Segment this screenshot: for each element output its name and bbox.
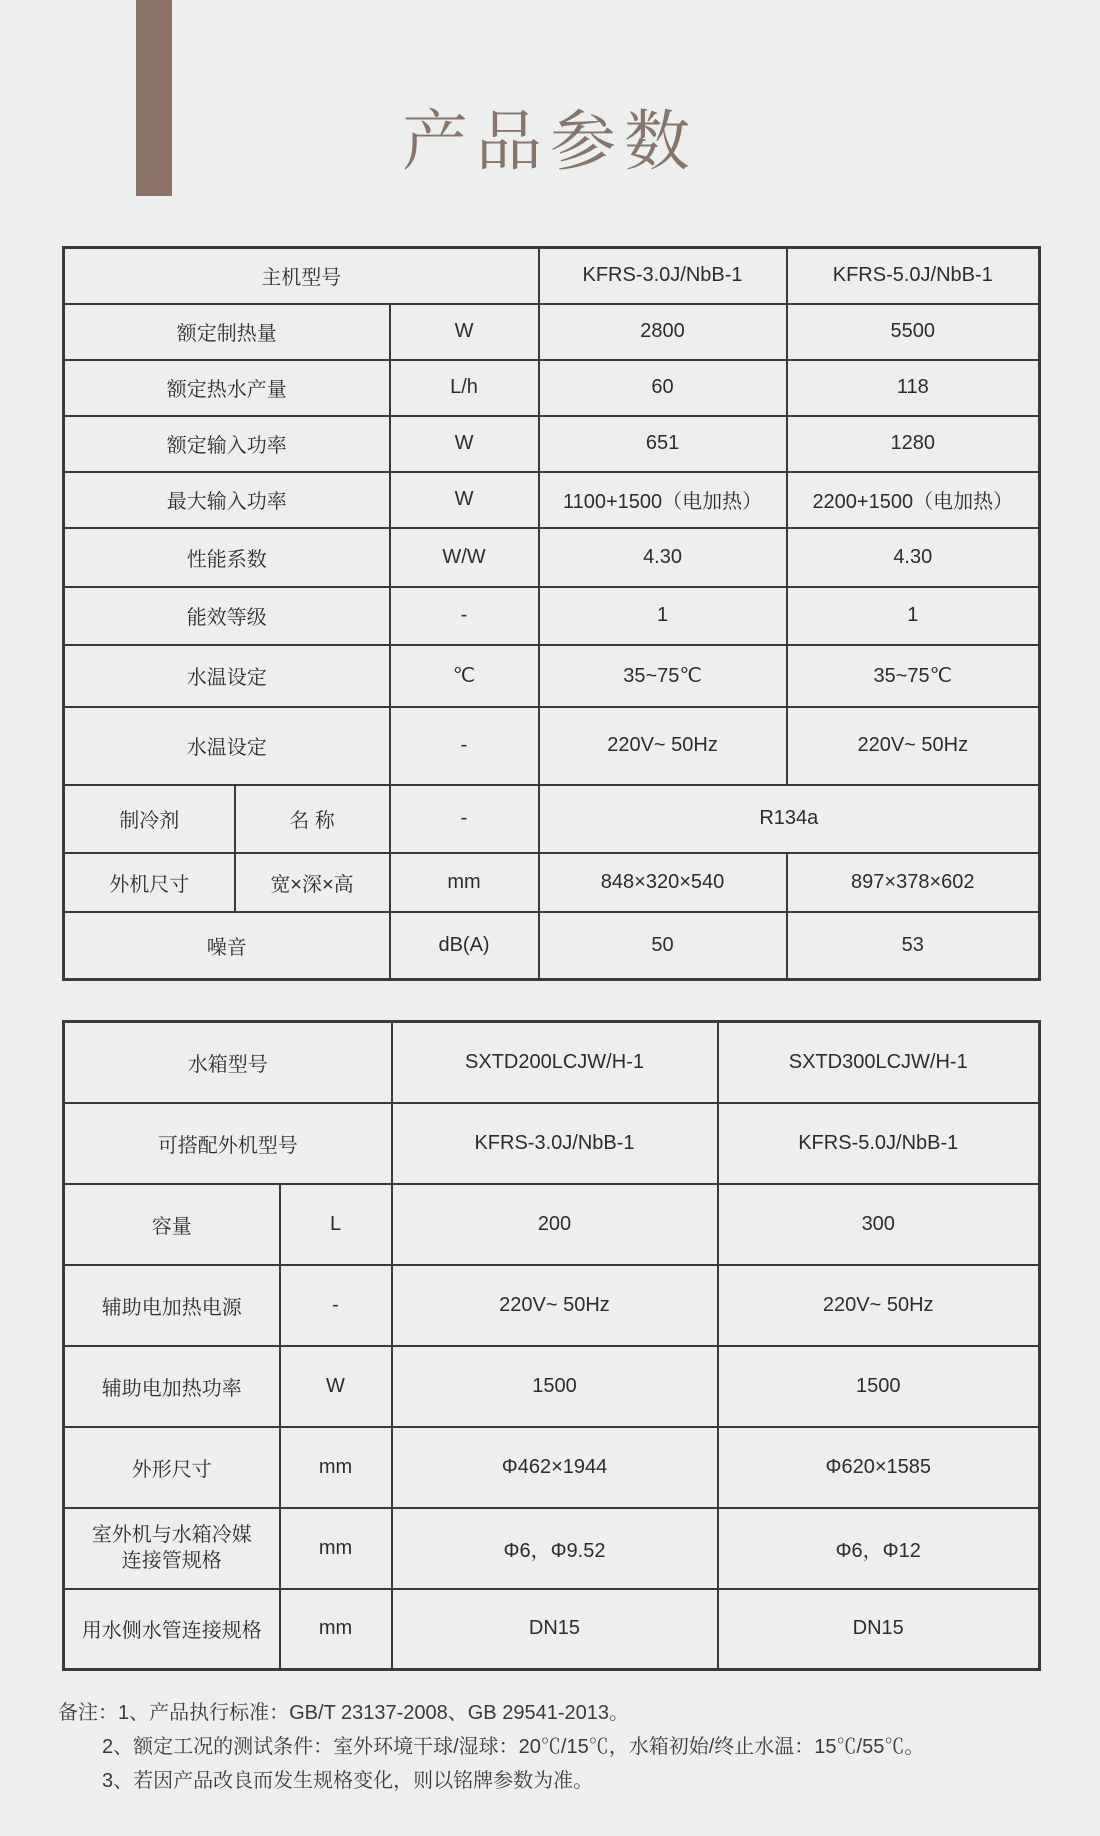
remark-line-3: 3、若因产品改良而发生规格变化，则以铭牌参数为准。 xyxy=(102,1770,594,1792)
table-row xyxy=(64,587,1040,645)
t2-r2-label-b: L xyxy=(280,1184,392,1265)
t2-r7-v1: DN15 xyxy=(392,1589,718,1670)
t2-r5-v1: Φ462×1944 xyxy=(392,1427,718,1508)
t1-r5-label: 能效等级 xyxy=(64,587,390,645)
t2-r4-v2: 1500 xyxy=(718,1346,1040,1427)
t1-r3-label: 最大输入功率 xyxy=(64,472,390,528)
t1-r3-v1: 1100+1500（电加热） xyxy=(539,472,787,528)
t2-r1-v2: KFRS-5.0J/NbB-1 xyxy=(718,1103,1040,1184)
t2-r5-label-a: 外形尺寸 xyxy=(64,1427,280,1508)
t2-r7-label-a: 用水侧水管连接规格 xyxy=(64,1589,280,1670)
t1-r10-label: 噪音 xyxy=(64,912,390,980)
t1-r6-v1: 35~75℃ xyxy=(539,645,787,707)
t1-r9-label-a: 外机尺寸 xyxy=(64,853,235,912)
t2-r1-label: 可搭配外机型号 xyxy=(64,1103,392,1184)
table-row xyxy=(64,416,1040,472)
table-row xyxy=(64,1265,1040,1346)
t2-r0-label: 水箱型号 xyxy=(64,1022,392,1103)
t1-r1-v2: 118 xyxy=(787,360,1040,416)
t1-header-model2: KFRS-5.0J/NbB-1 xyxy=(787,248,1040,304)
t1-header-label: 主机型号 xyxy=(64,248,539,304)
table-row xyxy=(64,1103,1040,1184)
t2-r6-v1: Φ6，Φ9.52 xyxy=(392,1508,718,1589)
t2-r3-v1: 220V~ 50Hz xyxy=(392,1265,718,1346)
t2-r1-v1: KFRS-3.0J/NbB-1 xyxy=(392,1103,718,1184)
t1-r3-unit: W xyxy=(390,472,539,528)
t2-r5-v2: Φ620×1585 xyxy=(718,1427,1040,1508)
t1-r6-v2: 35~75℃ xyxy=(787,645,1040,707)
t2-r6-label-line2: 连接管规格 xyxy=(121,1550,222,1572)
table-row xyxy=(64,1427,1040,1508)
t2-r7-v2: DN15 xyxy=(718,1589,1040,1670)
t2-r4-label-b: W xyxy=(280,1346,392,1427)
t2-r3-label-b: - xyxy=(280,1265,392,1346)
t2-r2-v2: 300 xyxy=(718,1184,1040,1265)
t1-r9-unit: mm xyxy=(390,853,539,912)
t1-r10-unit: dB(A) xyxy=(390,912,539,980)
t1-r10-v1: 50 xyxy=(539,912,787,980)
t1-r9-v2: 897×378×602 xyxy=(787,853,1040,912)
page-title: 产品参数 xyxy=(402,104,698,178)
t1-r8-label-a: 制冷剂 xyxy=(64,785,235,853)
t1-r10-v2: 53 xyxy=(787,912,1040,980)
t1-r9-v1: 848×320×540 xyxy=(539,853,787,912)
t1-r0-v2: 5500 xyxy=(787,304,1040,360)
t1-r5-unit: - xyxy=(390,587,539,645)
t2-r6-label-line1: 室外机与水箱冷媒 xyxy=(91,1524,252,1546)
t1-header-model1: KFRS-3.0J/NbB-1 xyxy=(539,248,787,304)
remarks-block xyxy=(58,1696,1058,1798)
t1-r2-unit: W xyxy=(390,416,539,472)
table-row xyxy=(64,472,1040,528)
t2-r6-v2: Φ6，Φ12 xyxy=(718,1508,1040,1589)
t1-r2-v1: 651 xyxy=(539,416,787,472)
table-row xyxy=(64,248,1040,304)
t2-r2-label-a: 容量 xyxy=(64,1184,280,1265)
table-row xyxy=(64,1589,1040,1670)
table-row xyxy=(64,360,1040,416)
t1-r0-unit: W xyxy=(390,304,539,360)
t1-r2-label: 额定输入功率 xyxy=(64,416,390,472)
t1-r2-v2: 1280 xyxy=(787,416,1040,472)
table-row xyxy=(64,1184,1040,1265)
t1-r8-label-b: 名 称 xyxy=(235,785,390,853)
table-row xyxy=(64,785,1040,853)
t1-r3-v2: 2200+1500（电加热） xyxy=(787,472,1040,528)
t2-r3-label-a: 辅助电加热电源 xyxy=(64,1265,280,1346)
table-row xyxy=(64,528,1040,587)
t1-r5-v1: 1 xyxy=(539,587,787,645)
t1-r7-v1: 220V~ 50Hz xyxy=(539,707,787,785)
t2-r5-label-b: mm xyxy=(280,1427,392,1508)
table-row xyxy=(64,1346,1040,1427)
t1-r4-unit: W/W xyxy=(390,528,539,587)
table-row xyxy=(64,707,1040,785)
t1-r1-label: 额定热水产量 xyxy=(64,360,390,416)
t1-r6-unit: ℃ xyxy=(390,645,539,707)
t1-r4-v2: 4.30 xyxy=(787,528,1040,587)
table-row xyxy=(64,853,1040,912)
remark-line-1 xyxy=(58,1696,1058,1730)
t1-r8-unit: - xyxy=(390,785,539,853)
t2-r6-label-a xyxy=(64,1508,280,1589)
t1-r7-unit: - xyxy=(390,707,539,785)
t1-r7-label: 水温设定 xyxy=(64,707,390,785)
t1-r4-v1: 4.30 xyxy=(539,528,787,587)
t1-r0-v1: 2800 xyxy=(539,304,787,360)
main-unit-spec-table xyxy=(62,246,1041,981)
remark-line-2: 2、额定工况的测试条件：室外环境干球/湿球：20℃/15℃，水箱初始/终止水温：15℃/55℃。 xyxy=(102,1736,925,1758)
table-row xyxy=(64,645,1040,707)
t2-r0-v2: SXTD300LCJW/H-1 xyxy=(718,1022,1040,1103)
t2-r4-v1: 1500 xyxy=(392,1346,718,1427)
t1-r1-unit: L/h xyxy=(390,360,539,416)
t2-r7-label-b: mm xyxy=(280,1589,392,1670)
t1-r7-v2: 220V~ 50Hz xyxy=(787,707,1040,785)
t2-r6-label-b: mm xyxy=(280,1508,392,1589)
remark-item-1: 1、产品执行标准：GB/T 23137-2008、GB 29541-2013。 xyxy=(118,1702,629,1724)
t1-r6-label: 水温设定 xyxy=(64,645,390,707)
t1-r0-label: 额定制热量 xyxy=(64,304,390,360)
table-row xyxy=(64,304,1040,360)
t1-r4-label: 性能系数 xyxy=(64,528,390,587)
water-tank-spec-table xyxy=(62,1020,1041,1671)
t2-r2-v1: 200 xyxy=(392,1184,718,1265)
t1-r5-v2: 1 xyxy=(787,587,1040,645)
t2-r4-label-a: 辅助电加热功率 xyxy=(64,1346,280,1427)
t1-r1-v1: 60 xyxy=(539,360,787,416)
t2-r3-v2: 220V~ 50Hz xyxy=(718,1265,1040,1346)
t1-r8-span-value: R134a xyxy=(539,785,1040,853)
table-row xyxy=(64,912,1040,980)
remarks-prefix: 备注： xyxy=(58,1702,118,1724)
t1-r9-label-b: 宽×深×高 xyxy=(235,853,390,912)
table-row xyxy=(64,1022,1040,1103)
t2-r0-v1: SXTD200LCJW/H-1 xyxy=(392,1022,718,1103)
table-row xyxy=(64,1508,1040,1589)
